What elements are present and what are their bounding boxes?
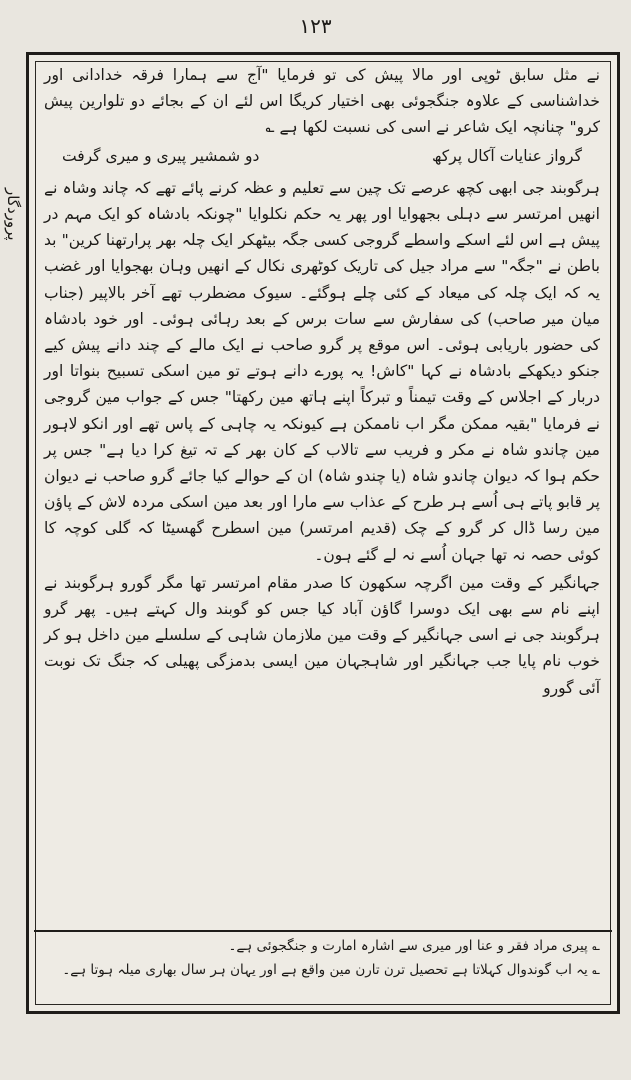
main-text — [44, 62, 600, 703]
paragraph-body-2: جہانگیر کے وقت مین اگرچہ سکھون کا صدر مقام امرتسر تھا مگر گورو ہرگوبند نے اپنے نام سے بھی ایک دوسرا گاؤن آباد کیا جس کو گوبند وال کہتے ہیں۔ پھر گرو ہرگوبند جی نے اسی جہانگیر کے وقت مین ملازمان شاہی کے سلسلے مین داخل ہو کر خوب نام پایا جب جہانگیر اور شاہجہان مین ایسی بدمزگی پھیلی کہ جنگ تک نوبت آئی گورو — [44, 573, 600, 697]
page-number: ۱۲۳ — [299, 14, 332, 38]
paragraph-intro: نے مثل سابق ٹوپی اور مالا پیش کی تو فرمایا "آج سے ہمارا فرقہ خدادانی اور خداشناسی کے علاوہ جنگجوئی بھی اختیار کریگا اس لئے ان کے بجائے دو تلوارین پیش کرو" چنانچہ ایک شاعر نے اسی کی نسبت لکھا ہے ؎ — [44, 66, 600, 137]
footnote-1: ؎ پیری مراد فقر و عنا اور میری سے اشارہ امارت و جنگجوئی ہے۔ — [228, 938, 600, 954]
margin-note: پروردگار — [4, 188, 22, 241]
couplet — [44, 143, 600, 169]
couplet-right: گرواز عنایات آکال پرکھ — [432, 146, 582, 165]
paragraph-body: ہرگوبند جی ابھی کچھ عرصے تک چین سے تعلیم و عظہ کرنے پائے تھے کہ چاند وشاہ نے انھیں امرتسر سے دہلی بجھوایا اور پھر یہ حکم نکلوایا "چونکہ بادشاہ کو ایک مہم در پیش ہے اس لئے اسکے واسطے گروجی کسی جگہ بیٹھکر ایک چلہ بھر پرارتھنا کرین" بد باطن نے "جگہ" سے مراد جیل کی تاریک کوٹھری نکال کے انھیں وہان بھجوایا اور غضب یہ کہ ایک چلہ کی میعاد کے کئی چلے ہوگئے۔ سیوک مضطرب تھے آخر بالاپیر (جناب میان میر صاحب) کی سفارش سے سات برس کے بعد رہائی ہوئی۔ اور خود بادشاہ کی حضور باریابی ہوئی۔ اس موقع پر گرو صاحب نے ایک مالے کے چند دانے پیش کیے جنکو دیکھکے بادشاہ نے کہا "کاش! یہ پورے دانے ہوتے تو مین اسکی تسبیح بنواتا اور دربار کے اجلاس کے وقت تیمناً و تبرکاً اپنے ہاتھ مین رکھتا" جس کے جواب مین گروجی نے فرمایا "بقیہ ممکن مگر اب ناممکن ہے کیونکہ یہ چاہی کے پاس تھے اور انکو لاہور مین چاندو شاہ نے مکر و فریب سے تالاب کے کان بھر کے تہ تیغ کرا دیا ہے" جس پر حکم ہوا کہ دیوان چاندو شاہ (یا چندو شاہ) ان کے حوالے کیا جائے گرو صاحب نے دیوان پر قابو پاتے ہی اُسے ہر طرح کے عذاب سے مارا اور بعد مین اسکی مردہ لاش کے پاؤن مین رسا ڈال کر گرو کے چک (قدیم امرتسر) مین اسطرح گھسیٹا کہ گلی کوچہ کا کوئی حصہ نہ تھا جہان اُسے نہ لے گئے ہون۔ — [44, 178, 600, 564]
footnote-divider — [34, 930, 612, 932]
couplet-left: دو شمشیر پیری و میری گرفت — [62, 146, 260, 165]
footnote-2: ؎ یہ اب گوندوال کہلاتا ہے تحصیل ترن تارن مین واقع ہے اور یہان ہر سال بھاری میلہ ہوتا ہے۔ — [62, 962, 600, 978]
footnotes — [44, 934, 600, 982]
